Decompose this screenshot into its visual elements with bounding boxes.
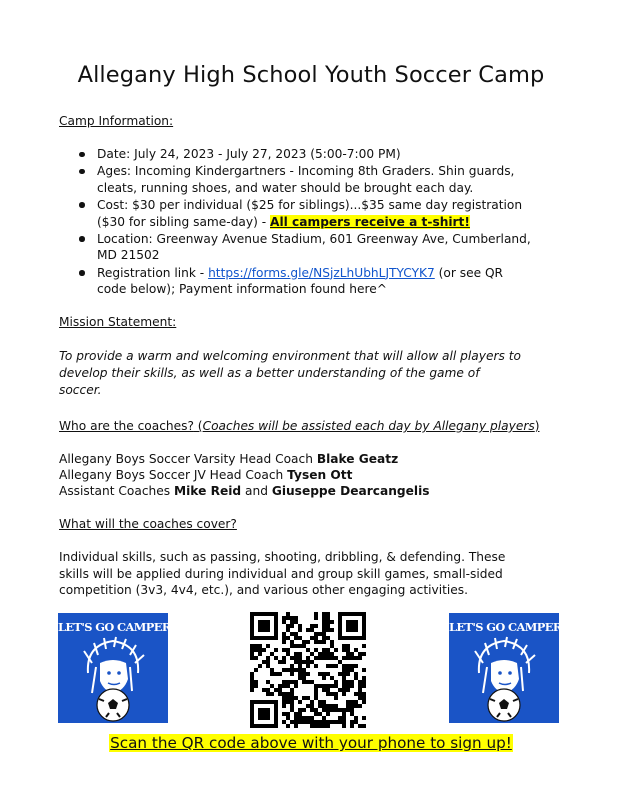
list-item-cost [97, 197, 597, 230]
cost-line1: Cost: $30 per individual ($25 for siblings)...$35 same day registration [97, 197, 523, 212]
coach-name: Giuseppe Dearcangelis [271, 484, 430, 498]
scan-text: Scan the QR code above with your phone to sign up! [110, 734, 512, 752]
coach-role: Assistant Coaches [59, 484, 174, 498]
qr-code-icon [250, 612, 366, 728]
coach-role: Allegany Boys Soccer JV Head Coach [59, 468, 288, 482]
cover-heading: What will the coaches cover? [59, 517, 237, 531]
camp-info-heading: Camp Information: [59, 114, 174, 128]
mission-heading: Mission Statement: [59, 315, 177, 329]
chief-soccer-ball-icon [449, 633, 559, 723]
coach-row-jv [59, 467, 352, 483]
cover-line2: skills will be applied during individual and group skill games, small-sided [59, 567, 503, 581]
mission-line3: soccer. [59, 383, 102, 397]
coaches-note-open: ( [193, 419, 203, 433]
ages-line2: cleats, running shoes, and water should be brought each day. [97, 180, 474, 195]
logo-text: LET'S GO CAMPERS! [58, 620, 183, 634]
registration-link[interactable]: https://forms.gle/NSjzLhUbhLJTYCYK7 [208, 265, 435, 280]
coach-name: Mike Reid [173, 484, 242, 498]
location-line2: MD 21502 [97, 248, 160, 263]
coaches-heading: Who are the coaches? [59, 419, 194, 433]
mission-line2: develop their skills, as well as a better understanding of the game of [59, 366, 480, 380]
coach-name: Tysen Ott [287, 468, 353, 482]
camp-logo-right [449, 613, 574, 723]
list-item-date [97, 146, 597, 163]
page-title: Allegany High School Youth Soccer Camp [77, 62, 545, 88]
registration-qr-code[interactable] [250, 612, 366, 728]
registration-post: (or see QR [434, 265, 504, 280]
registration-pre: Registration link - [97, 265, 209, 280]
coach-joiner: and [241, 484, 272, 498]
coach-row-assistant [59, 483, 430, 499]
coach-row-varsity [59, 451, 398, 467]
list-item-registration [97, 265, 597, 298]
cover-line3: competition (3v3, 4v4, etc.), and various other engaging activities. [59, 583, 469, 597]
cost-line2: ($30 for sibling same-day) - [97, 214, 271, 229]
location-line1: Location: Greenway Avenue Stadium, 601 Greenway Ave, Cumberland, [97, 231, 531, 246]
coach-role: Allegany Boys Soccer Varsity Head Coach [59, 452, 317, 466]
cover-line1: Individual skills, such as passing, shooting, dribbling, & defending. These [59, 550, 506, 564]
scan-instruction [0, 733, 622, 752]
coaches-note-close: ) [534, 419, 540, 433]
coaches-heading-row [59, 418, 540, 434]
logo-text: LET'S GO CAMPERS! [449, 620, 574, 634]
tshirt-highlight: All campers receive a t-shirt! [270, 214, 470, 229]
list-item-ages [97, 163, 597, 196]
coaches-note: Coaches will be assisted each day by Allegany players [202, 419, 535, 433]
camp-logo-left [58, 613, 183, 723]
coach-name: Blake Geatz [316, 452, 399, 466]
chief-soccer-ball-icon [58, 633, 168, 723]
list-item-location [97, 231, 597, 264]
registration-line2: code below); Payment information found here^ [97, 282, 387, 297]
ages-line1: Ages: Incoming Kindergartners - Incoming 8th Graders. Shin guards, [97, 164, 515, 179]
camp-info-list [59, 146, 597, 298]
mission-line1: To provide a warm and welcoming environment that will allow all players to [59, 349, 521, 363]
date-text: Date: July 24, 2023 - July 27, 2023 (5:00-7:00 PM) [97, 147, 401, 161]
